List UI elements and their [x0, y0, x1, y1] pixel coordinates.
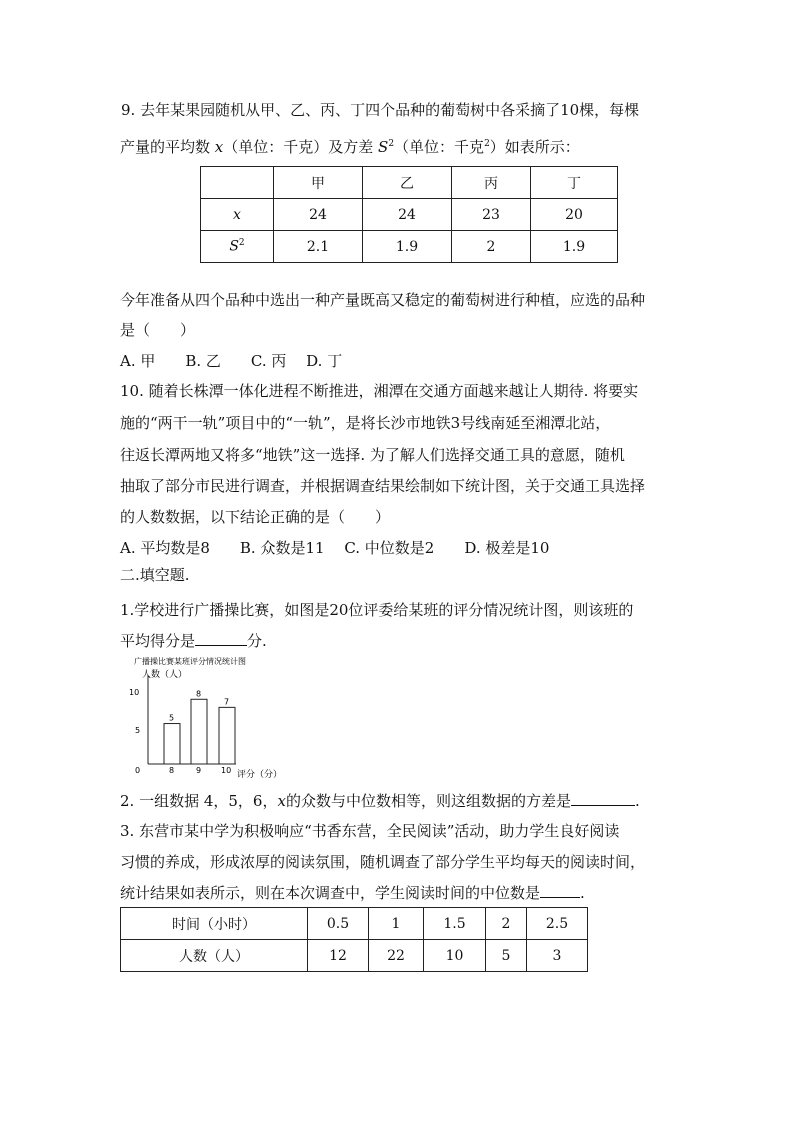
f3-cell: 1	[369, 908, 424, 940]
q9-cell: 2	[452, 231, 531, 263]
q10-line2: 施的“两干一轨”项目中的“一轨”，是将长沙市地铁3号线南延至湘潭北站，	[120, 414, 611, 432]
q9-line2-pre: 产量的平均数	[120, 138, 215, 156]
q9-line2	[120, 134, 580, 157]
answer-blank[interactable]	[571, 791, 635, 806]
f3-cell: 0.5	[308, 908, 369, 940]
bars-group	[164, 689, 235, 775]
q10-line4: 抽取了部分市民进行调查，并根据调查结果绘制如下统计图，关于交通工具选择	[120, 477, 646, 495]
chart-title: 广播操比赛某班评分情况统计图	[134, 657, 246, 666]
bar-value-label: 7	[224, 697, 230, 707]
f3-row1-label: 时间（小时）	[121, 908, 308, 940]
y-tick-label: 0	[135, 766, 141, 775]
answer-blank[interactable]	[540, 883, 580, 898]
f2-var: x	[277, 792, 286, 810]
q9-text1: 今年准备从四个品种中选出一种产量既高又稳定的葡萄树进行种植，应选的品种	[120, 291, 646, 309]
f3-table	[120, 907, 588, 972]
f3-cell: 2	[486, 908, 527, 940]
f3-cell: 10	[424, 940, 486, 972]
q9-header-bing: 丙	[452, 167, 531, 199]
f3-row2-label: 人数（人）	[121, 940, 308, 972]
f3-line3-post: .	[580, 884, 585, 902]
f3-cell: 5	[486, 940, 527, 972]
bar-10	[219, 707, 235, 764]
f1-line2	[120, 631, 267, 651]
bar-value-label: 8	[196, 689, 202, 699]
q9-cell: 24	[363, 199, 452, 231]
q10-line5: 的人数数据，以下结论正确的是（ ）	[120, 508, 391, 526]
q10-line3: 往返长潭两地又将多“地铁”这一选择. 为了解人们选择交通工具的意愿，随机	[120, 446, 625, 464]
f2-end: .	[634, 792, 640, 810]
f3-cell: 22	[369, 940, 424, 972]
q9-header-ding: 丁	[531, 167, 618, 199]
x-tick-label: 10	[221, 766, 232, 775]
f3-line2: 习惯的养成，形成浓厚的阅读氛围，随机调查了部分学生平均每天的阅读时间，	[120, 853, 646, 871]
q9-var-x: x	[214, 138, 224, 156]
q9-options: A. 甲 B. 乙 C. 丙 D. 丁	[120, 352, 343, 370]
q9-line2-mid: （单位：千克）及方差	[223, 138, 379, 156]
bar-9	[191, 699, 207, 764]
bar-8	[164, 724, 180, 764]
x-tick-label: 8	[169, 766, 175, 775]
q9-line1: 9. 去年某果园随机从甲、乙、丙、丁四个品种的葡萄树中各采摘了10棵，每棵	[121, 101, 640, 119]
section-title: 二.填空题.	[120, 566, 190, 584]
q9-header-empty	[201, 167, 274, 199]
y-tick-label: 5	[135, 726, 141, 735]
f2-pre: 2. 一组数据 4，5，6，	[120, 792, 278, 810]
q9-cell: 1.9	[531, 231, 618, 263]
chart-xlabel: 评分（分）	[237, 770, 283, 780]
q9-var-s: S	[378, 138, 389, 156]
f1-line2-post: 分.	[247, 632, 267, 650]
q9-line2-post: （单位：千克	[394, 138, 485, 156]
f1-line2-pre: 平均得分是	[120, 632, 196, 650]
q9-text2: 是（ ）	[120, 321, 196, 339]
q9-row-s-var: S	[229, 238, 239, 255]
q9-header-yi: 乙	[363, 167, 452, 199]
q9-cell: 2.1	[274, 231, 363, 263]
f2-post: 的众数与中位数相等，则这组数据的方差是	[285, 792, 571, 810]
q9-header-jia: 甲	[274, 167, 363, 199]
q9-row-s-sup: 2	[238, 238, 245, 249]
q9-row-x-label: x	[201, 199, 274, 231]
bar-value-label: 5	[169, 713, 175, 723]
q10-options: A. 平均数是8 B. 众数是11 C. 中位数是2 D. 极差是10	[120, 539, 550, 557]
f3-cell: 1.5	[424, 908, 486, 940]
chart-ylabel: 人数（人）	[142, 670, 188, 680]
q9-row-s-label	[201, 231, 274, 263]
f3-cell: 2.5	[527, 908, 588, 940]
f3-line3	[120, 883, 585, 903]
f3-line1: 3. 东营市某中学为积极响应“书香东营，全民阅读”活动，助力学生良好阅读	[120, 822, 620, 840]
f3-line3-pre: 统计结果如表所示，则在本次调查中，学生阅读时间的中位数是	[120, 884, 541, 902]
f3-cell: 3	[527, 940, 588, 972]
q9-sup2: 2	[388, 139, 395, 149]
q9-cell: 20	[531, 199, 618, 231]
f1-line1: 1.学校进行广播操比赛，如图是20位评委给某班的评分情况统计图，则该班的	[120, 601, 634, 619]
q9-cell: 1.9	[363, 231, 452, 263]
f2-line	[120, 791, 640, 811]
x-tick-label: 9	[196, 766, 202, 775]
q10-line1: 10. 随着长株潭一体化进程不断推进，湘潭在交通方面越来越让人期待. 将要实	[120, 382, 639, 400]
y-tick-label: 10	[129, 688, 140, 697]
f3-cell: 12	[308, 940, 369, 972]
q9-sup2b: 2	[484, 139, 490, 149]
score-bar-chart	[118, 655, 288, 780]
answer-blank[interactable]	[195, 631, 247, 646]
q9-line2-end: ）如表所示：	[489, 138, 580, 156]
q9-table	[200, 166, 618, 263]
q9-cell: 23	[452, 199, 531, 231]
q9-cell: 24	[274, 199, 363, 231]
